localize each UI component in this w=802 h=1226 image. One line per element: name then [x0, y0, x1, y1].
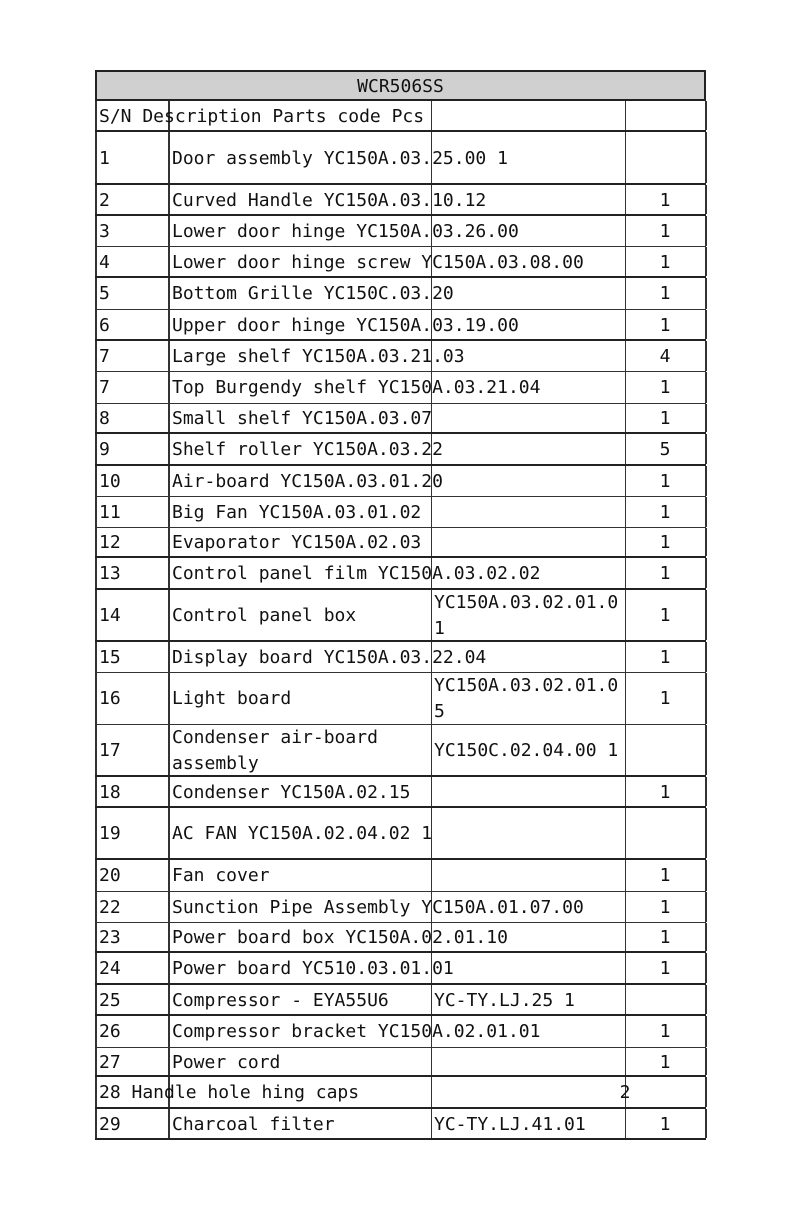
- column-divider: [168, 1016, 170, 1047]
- pcs-cell: 1: [659, 408, 671, 429]
- column-divider: [168, 310, 170, 339]
- pcs-cell: 1: [659, 1021, 671, 1042]
- column-divider: [95, 341, 97, 371]
- column-divider: [95, 860, 97, 891]
- column-divider: [95, 404, 97, 432]
- description-cell: Upper door hinge YC150A.03.19.00: [172, 315, 519, 336]
- column-divider: [705, 132, 707, 183]
- description-cell: Evaporator YC150A.02.03: [172, 532, 422, 553]
- pcs-cell: 1: [659, 647, 671, 668]
- sn-cell: 29: [99, 1114, 121, 1135]
- sn-cell: 27: [99, 1052, 121, 1073]
- table-row: [95, 777, 706, 808]
- sn-cell: 17: [99, 740, 121, 761]
- description-cell: Fan cover: [172, 865, 270, 886]
- column-divider: [168, 860, 170, 891]
- column-divider: [168, 673, 170, 724]
- description-cell: Small shelf YC150A.03.07: [172, 408, 433, 429]
- description-cell: Door assembly YC150A.03.25.00 1: [172, 148, 508, 169]
- column-divider: [705, 372, 707, 403]
- description-cell: Charcoal filter: [172, 1114, 335, 1135]
- pcs-cell: 2: [619, 1082, 631, 1103]
- column-divider: [168, 497, 170, 527]
- pcs-cell: 1: [659, 252, 671, 273]
- sn-cell: 18: [99, 782, 121, 803]
- description-cell: Condenser YC150A.02.15: [172, 782, 411, 803]
- column-divider: [168, 341, 170, 371]
- description-cell: Compressor bracket YC150A.02.01.01: [172, 1021, 541, 1042]
- table-row: [95, 1016, 706, 1048]
- column-divider: [705, 497, 707, 527]
- pcs-cell: 1: [659, 927, 671, 948]
- sn-cell: 3: [99, 221, 110, 242]
- column-divider: [431, 985, 432, 1014]
- column-divider: [705, 278, 707, 309]
- column-divider: [95, 590, 97, 640]
- description-cell: Condenser air-board assembly: [172, 727, 378, 774]
- column-divider: [168, 642, 170, 672]
- column-divider: [431, 673, 432, 724]
- description-cell: Air-board YC150A.03.01.20: [172, 471, 443, 492]
- pcs-cell: 1: [659, 782, 671, 803]
- column-divider: [95, 185, 97, 214]
- column-divider: [705, 808, 707, 858]
- sn-cell: 22: [99, 897, 121, 918]
- sn-cell: 14: [99, 605, 121, 626]
- column-divider: [705, 216, 707, 246]
- column-divider: [95, 497, 97, 527]
- sn-cell: 7: [99, 346, 110, 367]
- sn-cell: 13: [99, 563, 121, 584]
- pcs-cell: 1: [659, 958, 671, 979]
- sn-cell: 16: [99, 688, 121, 709]
- column-divider: [95, 1077, 97, 1107]
- pcs-cell: 1: [659, 221, 671, 242]
- column-divider: [705, 777, 707, 806]
- pcs-cell: 1: [659, 283, 671, 304]
- pcs-cell: 1: [659, 897, 671, 918]
- column-divider: [705, 404, 707, 432]
- column-divider: [95, 777, 97, 806]
- table-row: [95, 590, 706, 642]
- column-divider: [625, 808, 626, 858]
- column-divider: [431, 725, 432, 775]
- description-cell: Curved Handle YC150A.03.10.12: [172, 190, 487, 211]
- pcs-cell: 1: [659, 532, 671, 553]
- column-divider: [705, 1077, 707, 1107]
- column-divider: [431, 497, 432, 527]
- table-row: [95, 497, 706, 528]
- column-divider: [95, 673, 97, 724]
- table-row: [95, 673, 706, 725]
- column-divider: [705, 310, 707, 339]
- column-divider: [95, 985, 97, 1014]
- column-divider: [705, 860, 707, 891]
- table-row: [95, 1109, 706, 1140]
- column-divider: [95, 808, 97, 858]
- pcs-cell: 1: [659, 605, 671, 626]
- column-divider: [625, 725, 626, 775]
- table-row: [95, 466, 706, 497]
- pcs-cell: 1: [659, 563, 671, 584]
- table-row: [95, 310, 706, 341]
- column-divider: [705, 642, 707, 672]
- column-divider: [431, 860, 432, 891]
- column-divider: [168, 185, 170, 214]
- column-divider: [95, 528, 97, 556]
- column-divider: [625, 101, 626, 130]
- column-divider: [705, 673, 707, 724]
- description-cell: AC FAN YC150A.02.04.02 1: [172, 823, 433, 844]
- column-divider: [705, 953, 707, 983]
- column-divider: [168, 372, 170, 403]
- column-divider: [431, 101, 432, 130]
- column-divider: [95, 642, 97, 672]
- sn-cell: 11: [99, 502, 121, 523]
- column-divider: [168, 434, 170, 464]
- column-divider: [431, 777, 432, 806]
- header-row: [95, 101, 706, 132]
- parts-code-cell: YC150C.02.04.00 1: [434, 740, 619, 761]
- column-divider: [168, 725, 170, 775]
- table-row: [95, 1077, 706, 1109]
- column-divider: [705, 247, 707, 276]
- pcs-cell: 4: [659, 346, 671, 367]
- column-divider: [95, 1016, 97, 1047]
- column-divider: [95, 132, 97, 183]
- column-divider: [95, 278, 97, 309]
- sn-cell: 2: [99, 190, 110, 211]
- pcs-cell: 1: [659, 502, 671, 523]
- sn-cell: 10: [99, 471, 121, 492]
- sn-cell: 26: [99, 1021, 121, 1042]
- column-divider: [705, 466, 707, 496]
- description-cell: Display board YC150A.03.22.04: [172, 647, 487, 668]
- column-divider: [168, 953, 170, 983]
- sn-cell: 25: [99, 990, 121, 1011]
- description-cell: Lower door hinge YC150A.03.26.00: [172, 221, 519, 242]
- sn-cell: 7: [99, 377, 110, 398]
- pcs-cell: 1: [659, 471, 671, 492]
- column-divider: [168, 216, 170, 246]
- pcs-cell: 1: [659, 865, 671, 886]
- column-divider: [168, 808, 170, 858]
- description-cell: Sunction Pipe Assembly YC150A.01.07.00: [172, 897, 584, 918]
- column-divider: [705, 985, 707, 1014]
- column-divider: [625, 132, 626, 183]
- column-divider: [705, 101, 707, 130]
- description-cell: Lower door hinge screw YC150A.03.08.00: [172, 252, 584, 273]
- column-divider: [705, 1016, 707, 1047]
- column-divider: [431, 1077, 432, 1107]
- sn-cell: 4: [99, 252, 110, 273]
- column-divider: [168, 278, 170, 309]
- sn-cell: 24: [99, 958, 121, 979]
- column-divider: [168, 892, 170, 922]
- column-divider: [705, 528, 707, 556]
- table-row: [95, 528, 706, 558]
- column-divider: [95, 247, 97, 276]
- column-divider: [95, 725, 97, 775]
- column-divider: [705, 1048, 707, 1075]
- pcs-cell: 1: [659, 1052, 671, 1073]
- column-divider: [705, 590, 707, 640]
- description-cell: Light board: [172, 688, 292, 709]
- description-cell: Big Fan YC150A.03.01.02: [172, 502, 422, 523]
- column-divider: [95, 1109, 97, 1138]
- column-divider: [95, 953, 97, 983]
- pcs-cell: 1: [659, 688, 671, 709]
- column-divider: [625, 985, 626, 1014]
- column-divider: [95, 101, 97, 130]
- sn-cell: 23: [99, 927, 121, 948]
- table-row: [95, 278, 706, 310]
- column-divider: [705, 1109, 707, 1138]
- column-divider: [95, 1048, 97, 1075]
- table-row: [95, 923, 706, 953]
- column-divider: [168, 590, 170, 640]
- description-cell: Compressor - EYA55U6: [172, 990, 389, 1011]
- column-divider: [705, 341, 707, 371]
- pcs-cell: 1: [659, 190, 671, 211]
- column-divider: [168, 1048, 170, 1075]
- sn-cell: 5: [99, 283, 110, 304]
- sn-cell: 20: [99, 865, 121, 886]
- column-divider: [168, 528, 170, 556]
- description-cell: Power cord: [172, 1052, 281, 1073]
- pcs-cell: 5: [659, 439, 671, 460]
- column-divider: [168, 777, 170, 806]
- description-cell: S/N Description Parts code Pcs: [99, 106, 425, 127]
- sn-cell: 6: [99, 315, 110, 336]
- table-row: [95, 372, 706, 404]
- column-divider: [95, 923, 97, 951]
- sn-cell: 19: [99, 823, 121, 844]
- parts-code-cell: YC-TY.LJ.25 1: [434, 990, 575, 1011]
- table-row: [95, 247, 706, 278]
- parts-code-cell: YC150A.03.02.01.0 1: [434, 592, 619, 639]
- parts-code-cell: YC-TY.LJ.41.01: [434, 1114, 586, 1135]
- column-divider: [705, 185, 707, 214]
- column-divider: [168, 923, 170, 951]
- column-divider: [705, 725, 707, 775]
- column-divider: [168, 558, 170, 588]
- column-divider: [705, 434, 707, 464]
- column-divider: [431, 528, 432, 556]
- column-divider: [431, 590, 432, 640]
- column-divider: [705, 923, 707, 951]
- description-cell: Large shelf YC150A.03.21.03: [172, 346, 465, 367]
- column-divider: [431, 1109, 432, 1138]
- column-divider: [705, 558, 707, 588]
- table-row: [95, 985, 706, 1016]
- table-row: [95, 808, 706, 860]
- parts-code-cell: YC150A.03.02.01.0 5: [434, 675, 619, 722]
- column-divider: [168, 466, 170, 496]
- column-divider: [168, 985, 170, 1014]
- description-cell: Shelf roller YC150A.03.22: [172, 439, 443, 460]
- table-row: [95, 132, 706, 185]
- pcs-cell: 1: [659, 315, 671, 336]
- sn-cell: 1: [99, 148, 110, 169]
- table-row: [95, 404, 706, 434]
- description-cell: Control panel film YC150A.03.02.02: [172, 563, 541, 584]
- column-divider: [168, 247, 170, 276]
- table-row: [95, 434, 706, 466]
- column-divider: [168, 404, 170, 432]
- table-title: WCR506SS: [95, 70, 706, 101]
- table-row: [95, 1048, 706, 1077]
- description-cell: Control panel box: [172, 605, 357, 626]
- sn-cell: 12: [99, 532, 121, 553]
- column-divider: [95, 434, 97, 464]
- table-row: [95, 860, 706, 892]
- sn-cell: 9: [99, 439, 110, 460]
- column-divider: [95, 310, 97, 339]
- table-row: [95, 892, 706, 923]
- table-row: [95, 216, 706, 247]
- column-divider: [705, 892, 707, 922]
- description-cell: Bottom Grille YC150C.03.20: [172, 283, 454, 304]
- column-divider: [168, 132, 170, 183]
- description-cell: 28 Handle hole hing caps: [99, 1082, 360, 1103]
- description-cell: Top Burgendy shelf YC150A.03.21.04: [172, 377, 541, 398]
- table-row: [95, 341, 706, 372]
- sn-cell: 15: [99, 647, 121, 668]
- table-row: [95, 558, 706, 590]
- table-row: [95, 185, 706, 216]
- column-divider: [95, 892, 97, 922]
- pcs-cell: 1: [659, 1114, 671, 1135]
- column-divider: [431, 1048, 432, 1075]
- column-divider: [95, 372, 97, 403]
- sn-cell: 8: [99, 408, 110, 429]
- column-divider: [95, 558, 97, 588]
- table-row: [95, 953, 706, 985]
- column-divider: [168, 1109, 170, 1138]
- description-cell: Power board box YC150A.02.01.10: [172, 927, 508, 948]
- description-cell: Power board YC510.03.01.01: [172, 958, 454, 979]
- column-divider: [95, 466, 97, 496]
- pcs-cell: 1: [659, 377, 671, 398]
- column-divider: [95, 216, 97, 246]
- table-row: [95, 642, 706, 673]
- table-row: [95, 725, 706, 777]
